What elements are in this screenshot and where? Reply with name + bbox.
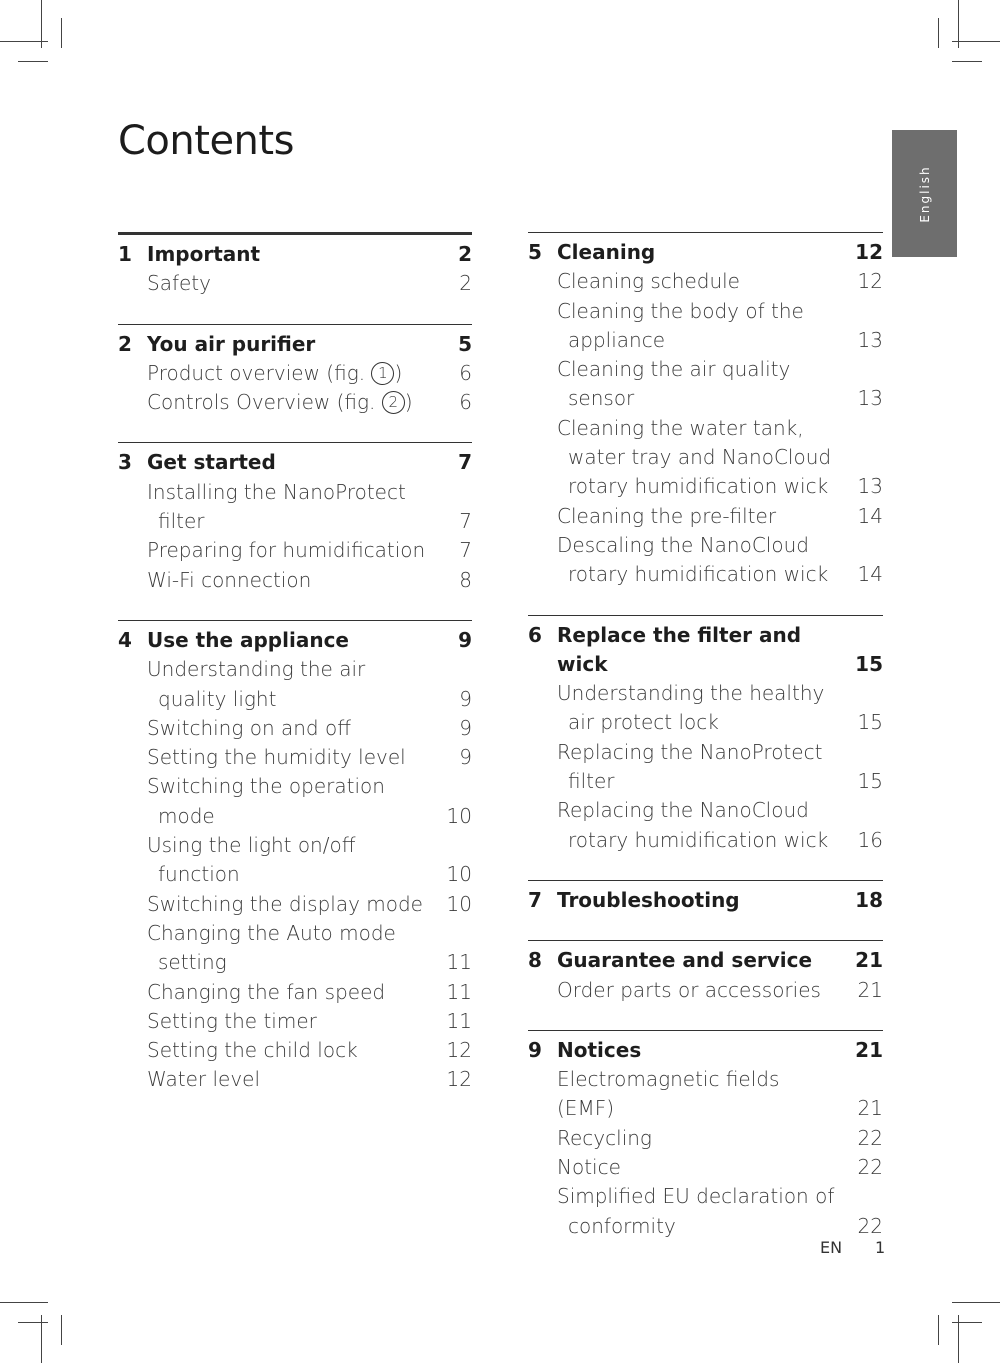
toc-entry-page: 15	[857, 769, 883, 794]
chapter-number: 1	[118, 242, 132, 266]
crop-mark	[61, 18, 62, 48]
toc-chapter[interactable]	[118, 448, 472, 477]
toc-chapter[interactable]	[118, 330, 472, 359]
toc-section	[528, 615, 883, 855]
toc-entry-page: 22	[857, 1125, 883, 1150]
chapter-page: 9	[458, 627, 472, 652]
toc-entry-page: 21	[857, 1096, 883, 1121]
toc-entry-text: mode	[158, 803, 215, 828]
toc-entry-text: Cleaning schedule	[557, 269, 740, 294]
toc-entry-page: 11	[446, 950, 472, 975]
toc-entry-text: Simplified EU declaration of	[557, 1184, 835, 1209]
toc-entry-text: setting	[158, 950, 227, 975]
crop-mark	[938, 18, 939, 48]
toc-entry[interactable]	[528, 267, 883, 296]
toc-entry-text: Switching the operation	[147, 774, 385, 799]
toc-entry[interactable]	[118, 566, 472, 595]
toc-entry-page: 9	[459, 686, 472, 711]
toc-entry-text: Electromagnetic fields (EMF)	[557, 1067, 780, 1121]
toc-entry-text: Controls Overview (fig. 2 )	[147, 390, 413, 415]
chapter-number: 2	[118, 331, 132, 356]
crop-mark	[41, 0, 42, 48]
toc-chapter[interactable]	[528, 238, 883, 267]
toc-section	[118, 324, 472, 418]
toc-entry-text: Product overview (fig. 1 )	[147, 360, 403, 385]
chapter-page: 18	[855, 887, 883, 912]
toc-entry-page: 22	[857, 1155, 883, 1180]
chapter-title: Replace the filter and wick	[557, 622, 802, 676]
toc-entry-text: Changing the Auto mode	[147, 920, 396, 945]
toc-entry-page: 12	[446, 1038, 472, 1063]
toc-entry-page: 7	[459, 538, 472, 563]
toc-entry-text: Cleaning the water tank,	[557, 415, 804, 440]
toc-entry-text: Understanding the healthy	[557, 681, 825, 706]
toc-entry-page: 14	[857, 562, 883, 587]
toc-entry-text: rotary humidification wick	[568, 827, 829, 852]
crop-mark	[41, 1315, 42, 1363]
toc-entry[interactable]	[528, 679, 883, 738]
crop-mark	[18, 1322, 48, 1323]
toc-entry-page: 14	[857, 503, 883, 528]
toc-entry-text: Cleaning the pre-filter	[557, 503, 777, 528]
toc-entry-text: Switching the display mode	[147, 891, 423, 916]
toc-entry-text: Understanding the air	[147, 657, 366, 682]
toc-entry-text: Switching on and off	[147, 715, 351, 740]
toc-entry-text: filter	[158, 509, 205, 534]
toc-entry[interactable]	[118, 978, 472, 1007]
toc-section	[528, 940, 883, 1005]
toc-entry[interactable]	[118, 890, 472, 919]
toc-entry[interactable]	[528, 355, 883, 414]
toc-chapter[interactable]	[528, 1036, 883, 1065]
toc-entry[interactable]	[528, 796, 883, 855]
figure-number-badge: 2	[382, 391, 405, 414]
toc-entry[interactable]	[118, 1036, 472, 1065]
toc-section	[528, 1030, 883, 1241]
toc-entry-text: appliance	[568, 327, 665, 352]
toc-entry-text: Setting the child lock	[147, 1038, 358, 1063]
toc-entry-text: Wi-Fi connection	[147, 567, 312, 592]
toc-entry-text: water tray and NanoCloud	[568, 445, 832, 470]
toc-entry[interactable]	[118, 831, 472, 890]
toc-entry-page: 6	[459, 360, 472, 385]
toc-entry[interactable]	[528, 531, 883, 590]
toc-entry[interactable]	[118, 743, 472, 772]
toc-entry-text: air protect lock	[568, 710, 719, 735]
toc-entry-page: 10	[446, 803, 472, 828]
toc-entry[interactable]	[528, 1153, 883, 1182]
toc-entry-page: 12	[446, 1067, 472, 1092]
toc-entry-page: 10	[446, 862, 472, 887]
toc-chapter[interactable]	[118, 240, 472, 269]
toc-entry-text: Safety	[147, 271, 211, 296]
toc-entry-text: Preparing for humidification	[147, 538, 426, 563]
toc-entry-text: Setting the timer	[147, 1008, 317, 1033]
crop-mark	[18, 61, 48, 62]
toc-section	[118, 620, 472, 1095]
toc-entry[interactable]	[528, 297, 883, 356]
toc-entry-page: 13	[857, 386, 883, 411]
toc-entry-text: Water level	[147, 1067, 261, 1092]
chapter-number: 4	[118, 627, 132, 652]
toc-entry-page: 13	[857, 327, 883, 352]
toc-entry-text: Order parts or accessories	[557, 977, 821, 1002]
toc-entry[interactable]	[528, 502, 883, 531]
toc-chapter[interactable]	[528, 946, 883, 975]
toc-entry-page: 22	[857, 1213, 883, 1238]
toc-entry-text: conformity	[568, 1213, 676, 1238]
toc-entry-text: Descaling the NanoCloud	[557, 532, 809, 557]
toc-entry-text: rotary humidification wick	[568, 562, 829, 587]
toc-entry-page: 9	[459, 745, 472, 770]
crop-mark	[0, 1302, 48, 1303]
toc-entry[interactable]	[118, 772, 472, 831]
toc-section	[118, 442, 472, 594]
toc-entry[interactable]	[118, 1007, 472, 1036]
toc-entry-text: Recycling	[557, 1125, 652, 1150]
toc-entry[interactable]	[118, 388, 472, 417]
toc-chapter[interactable]	[528, 621, 883, 680]
chapter-title: Important	[147, 242, 261, 266]
toc-entry-page: 9	[459, 715, 472, 740]
language-tab	[892, 130, 957, 257]
toc-entry[interactable]	[118, 1065, 472, 1094]
toc-column-right	[528, 232, 886, 1266]
toc-entry[interactable]	[528, 414, 883, 502]
toc-entry[interactable]	[528, 1065, 883, 1124]
toc-column-left	[118, 232, 472, 1120]
chapter-title: You air purifier	[147, 331, 316, 356]
toc-entry-page: 10	[446, 891, 472, 916]
figure-number-badge: 1	[371, 362, 394, 385]
toc-entry-page: 7	[459, 509, 472, 534]
chapter-number: 9	[528, 1037, 542, 1062]
chapter-page: 15	[855, 651, 883, 676]
toc-entry[interactable]	[528, 738, 883, 797]
crop-mark	[952, 1302, 1000, 1303]
toc-entry[interactable]	[118, 478, 472, 537]
chapter-page: 21	[855, 1037, 883, 1062]
crop-mark	[952, 41, 1000, 42]
chapter-page: 2	[458, 242, 472, 266]
chapter-title: Guarantee and service	[557, 948, 813, 973]
toc-entry-page: 2	[459, 271, 472, 296]
toc-entry-text: sensor	[568, 386, 635, 411]
chapter-number: 3	[118, 450, 132, 475]
chapter-page: 12	[855, 240, 883, 264]
toc-entry[interactable]	[528, 976, 883, 1005]
crop-mark	[952, 1322, 982, 1323]
toc-entry-text: Changing the fan speed	[147, 979, 386, 1004]
chapter-title: Use the appliance	[147, 627, 349, 652]
toc-entry-text: quality light	[158, 686, 277, 711]
toc-entry[interactable]	[528, 1182, 883, 1241]
chapter-title: Cleaning	[557, 240, 656, 264]
toc-entry-page: 8	[459, 567, 472, 592]
toc-entry[interactable]	[528, 1124, 883, 1153]
chapter-number: 5	[528, 240, 542, 264]
language-tab-label: English	[917, 164, 932, 223]
footer-lang: EN	[820, 1238, 843, 1257]
page-title: Contents	[118, 118, 294, 164]
chapter-page: 21	[855, 948, 883, 973]
toc-entry-text: Replacing the NanoCloud	[557, 798, 809, 823]
toc-entry-text: Setting the humidity level	[147, 745, 406, 770]
toc-entry-text: Using the light on/off	[147, 833, 356, 858]
toc-chapter[interactable]	[118, 626, 472, 655]
toc-entry[interactable]	[118, 919, 472, 978]
toc-entry-page: 21	[857, 977, 883, 1002]
crop-mark	[61, 1315, 62, 1345]
toc-section	[528, 232, 883, 590]
crop-mark	[958, 1315, 959, 1363]
toc-entry-text: Notice	[557, 1155, 621, 1180]
toc-entry-page: 11	[446, 1008, 472, 1033]
crop-mark	[958, 0, 959, 48]
crop-mark	[938, 1315, 939, 1345]
chapter-title: Notices	[557, 1037, 642, 1062]
toc-entry-text: Cleaning the body of the	[557, 298, 804, 323]
toc-entry-page: 6	[459, 390, 472, 415]
toc-entry-page: 12	[857, 269, 883, 294]
toc-entry[interactable]	[118, 269, 472, 298]
crop-mark	[952, 61, 982, 62]
toc-entry-page: 16	[857, 827, 883, 852]
toc-entry[interactable]	[118, 714, 472, 743]
toc-entry-page: 13	[857, 474, 883, 499]
toc-entry-page: 15	[857, 710, 883, 735]
chapter-page: 7	[458, 450, 472, 475]
chapter-title: Troubleshooting	[557, 887, 740, 912]
toc-chapter[interactable]	[528, 886, 883, 915]
toc-entry[interactable]	[118, 536, 472, 565]
chapter-title: Get started	[147, 450, 276, 475]
toc-entry[interactable]	[118, 359, 472, 388]
chapter-number: 8	[528, 948, 542, 973]
toc-entry-text: Replacing the NanoProtect	[557, 739, 823, 764]
chapter-page: 5	[458, 331, 472, 356]
footer-page-number: 1	[875, 1238, 886, 1257]
toc-entry-text: Cleaning the air quality	[557, 357, 791, 382]
chapter-number: 6	[528, 622, 542, 647]
toc-entry-text: filter	[568, 769, 615, 794]
toc-section	[118, 232, 472, 299]
toc-entry[interactable]	[118, 655, 472, 714]
toc-entry-text: rotary humidification wick	[568, 474, 829, 499]
toc-section	[528, 880, 883, 915]
toc-entry-text: function	[158, 862, 240, 887]
toc-entry-page: 11	[446, 979, 472, 1004]
chapter-number: 7	[528, 887, 542, 912]
toc-entry-text: Installing the NanoProtect	[147, 479, 406, 504]
